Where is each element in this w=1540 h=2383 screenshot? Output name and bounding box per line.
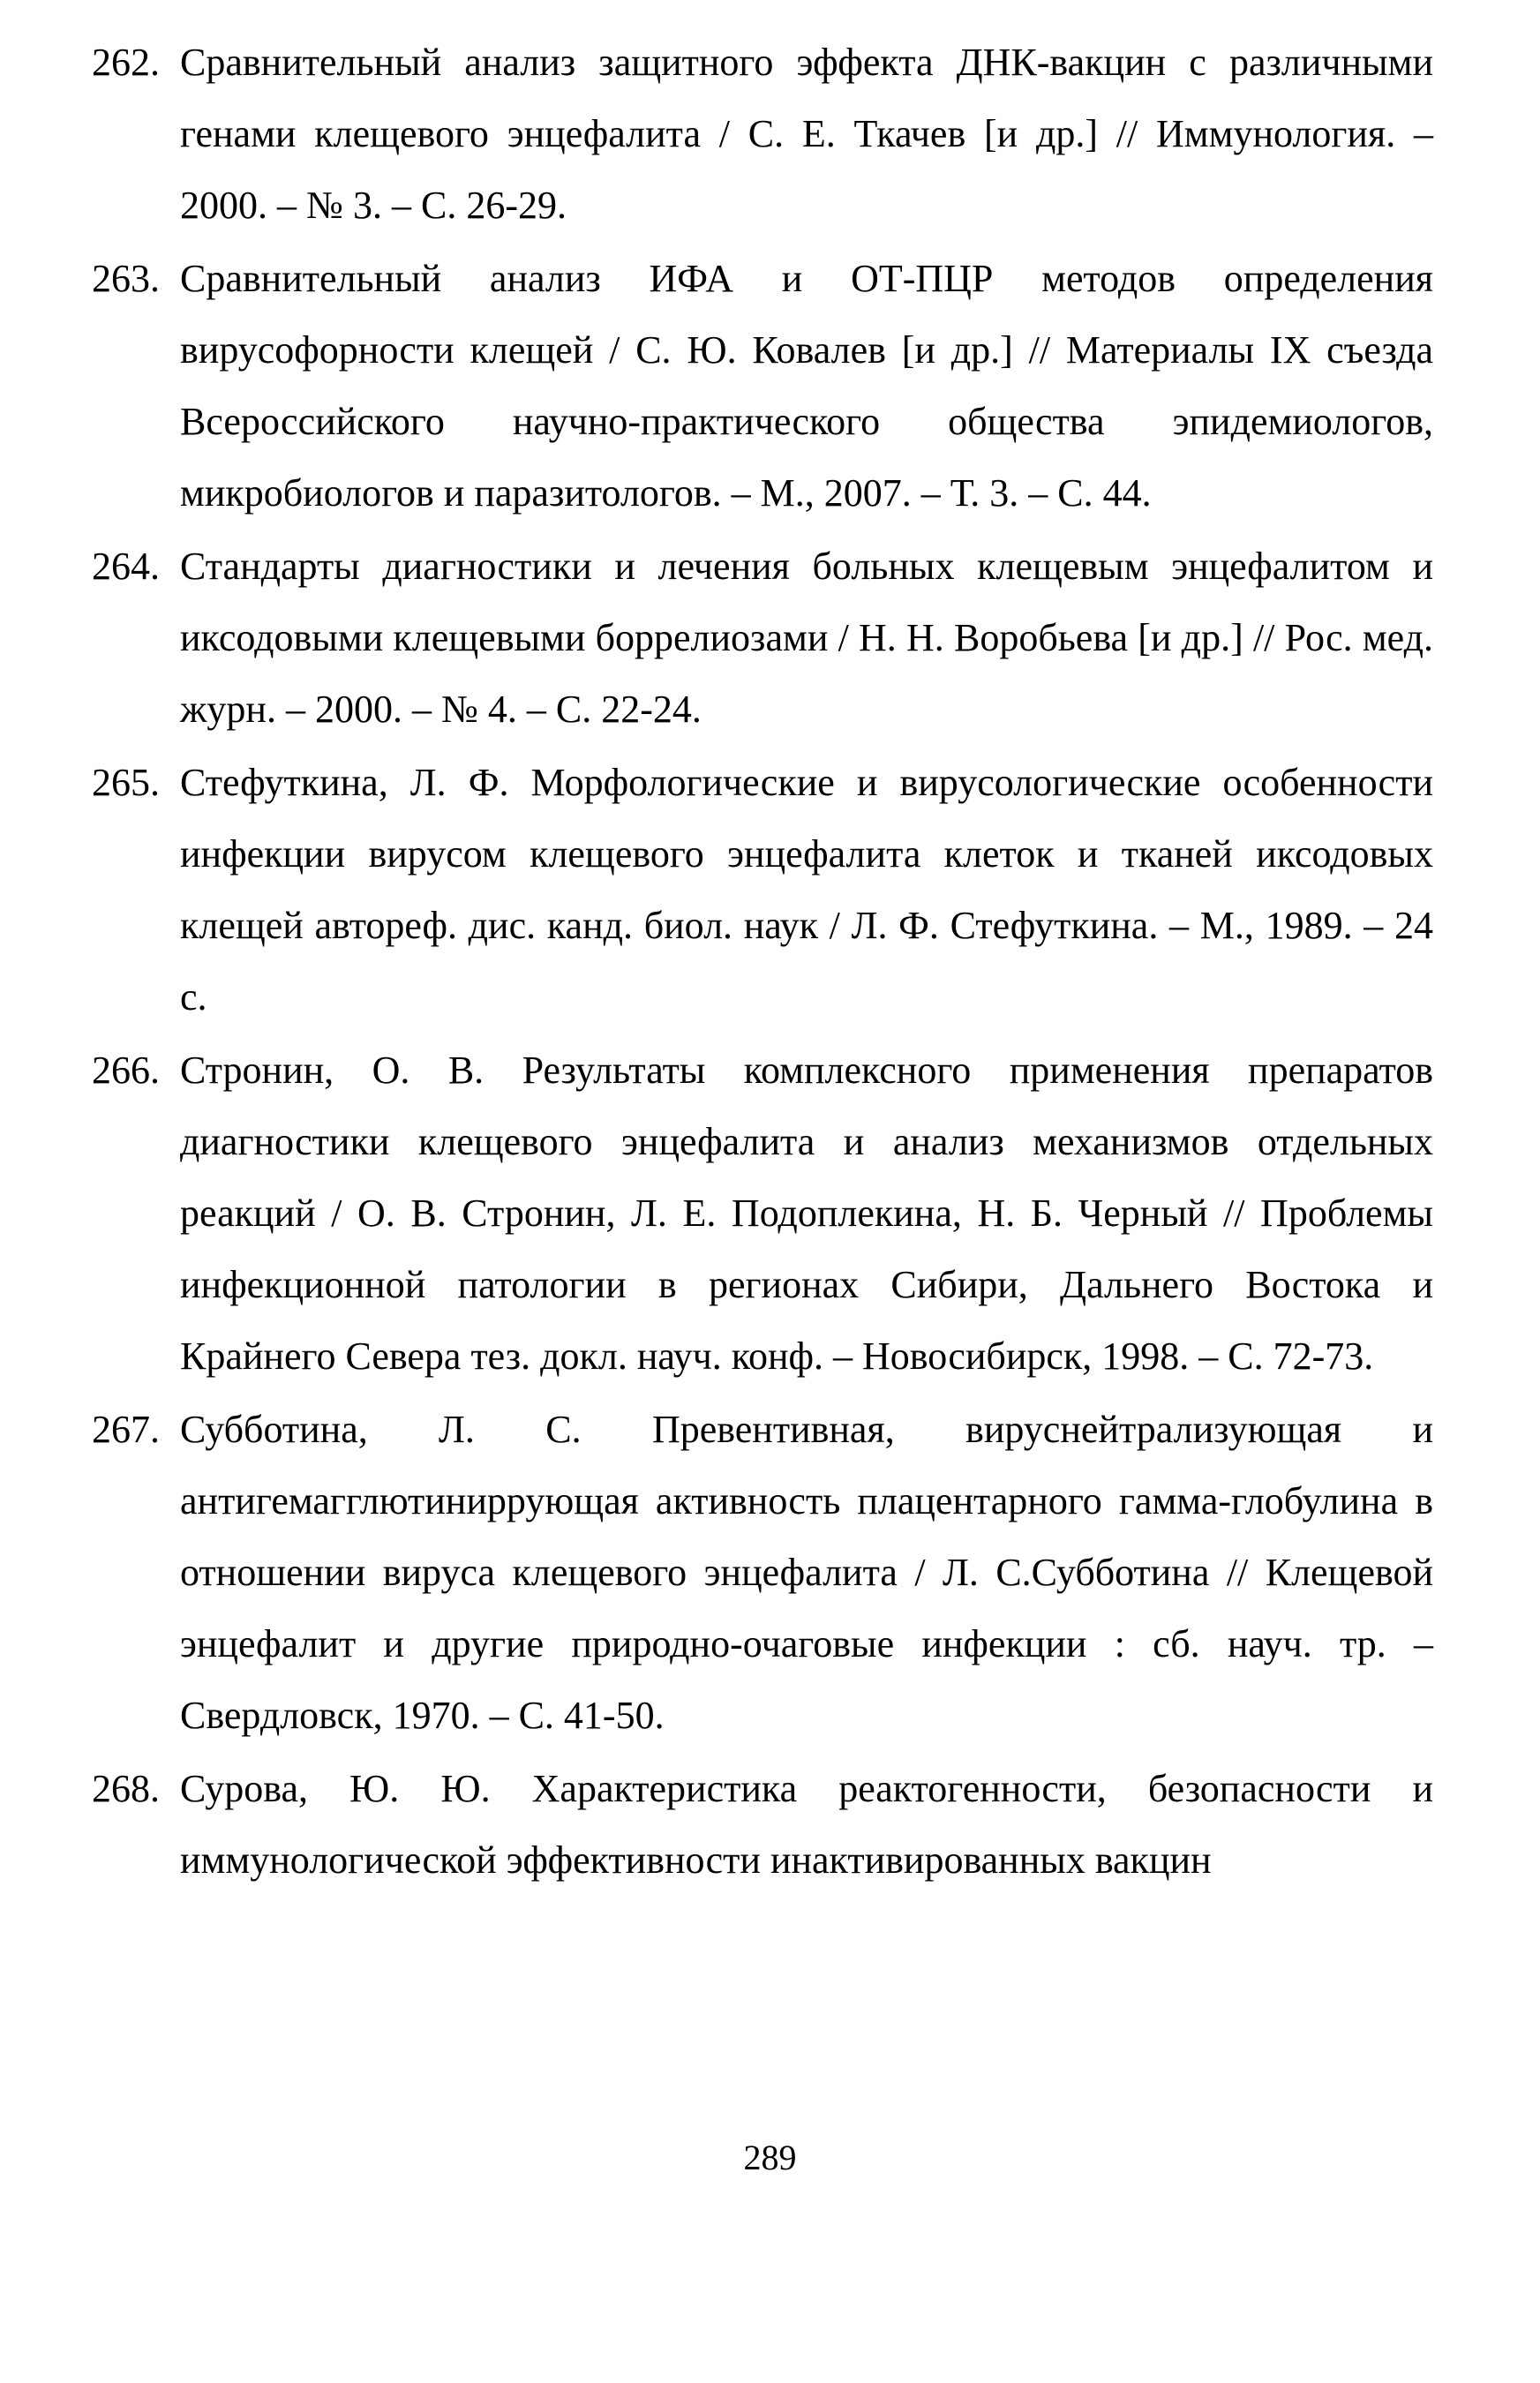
reference-number: 266. (92, 1049, 160, 1092)
reference-text: Сравнительный анализ ИФА и ОТ-ПЦР методов определения вирусофорности клещей / С. Ю. Ковалев [и др.] // Материалы IX съезда Всероссийского научно-практического общества эпидемиологов, микробиологов и паразитологов. – М., 2007. – Т. 3. – С. 44. (180, 257, 1433, 515)
reference-text: Стандарты диагностики и лечения больных клещевым энцефалитом и иксодовыми клещевыми боррелиозами / Н. Н. Воробьева [и др.] // Рос. мед. журн. – 2000. – № 4. – С. 22-24. (180, 545, 1433, 731)
reference-item (92, 1394, 1433, 1751)
reference-text: Стефуткина, Л. Ф. Морфологические и вирусологические особенности инфекции вирусом клещевого энцефалита клеток и тканей иксодовых клещей автореф. дис. канд. биол. наук / Л. Ф. Стефуткина. – М., 1989. – 24 с. (180, 761, 1433, 1019)
reference-item (92, 747, 1433, 1033)
reference-item (92, 530, 1433, 745)
reference-text: Сурова, Ю. Ю. Характеристика реактогенности, безопасности и иммунологической эффективности инактивированных вакцин (180, 1767, 1433, 1882)
reference-item (92, 243, 1433, 529)
reference-text: Субботина, Л. С. Превентивная, вируснейтрализующая и антигемагглютиниррующая активность плацентарного гамма-глобулина в отношении вируса клещевого энцефалита / Л. С.Субботина // Клещевой энцефалит и другие природно-очаговые инфекции : сб. науч. тр. – Свердловск, 1970. – С. 41-50. (180, 1408, 1433, 1737)
reference-number: 268. (92, 1767, 160, 1810)
page-number: 289 (743, 2138, 797, 2177)
reference-text: Сравнительный анализ защитного эффекта ДНК-вакцин с различными генами клещевого энцефалита / С. Е. Ткачев [и др.] // Иммунология. – 2000. – № 3. – С. 26-29. (180, 41, 1433, 227)
reference-item (92, 1034, 1433, 1392)
reference-list (92, 26, 1433, 1898)
reference-number: 262. (92, 41, 160, 84)
reference-item (92, 1753, 1433, 1896)
reference-item (92, 26, 1433, 241)
reference-number: 264. (92, 545, 160, 588)
reference-number: 267. (92, 1408, 160, 1451)
reference-number: 263. (92, 257, 160, 300)
reference-number: 265. (92, 761, 160, 804)
reference-text: Стронин, О. В. Результаты комплексного применения препаратов диагностики клещевого энцефалита и анализ механизмов отдельных реакций / О. В. Стронин, Л. Е. Подоплекина, Н. Б. Черный // Проблемы инфекционной патологии в регионах Сибири, Дальнего Востока и Крайнего Севера тез. докл. науч. конф. – Новосибирск, 1998. – С. 72-73. (180, 1049, 1433, 1378)
